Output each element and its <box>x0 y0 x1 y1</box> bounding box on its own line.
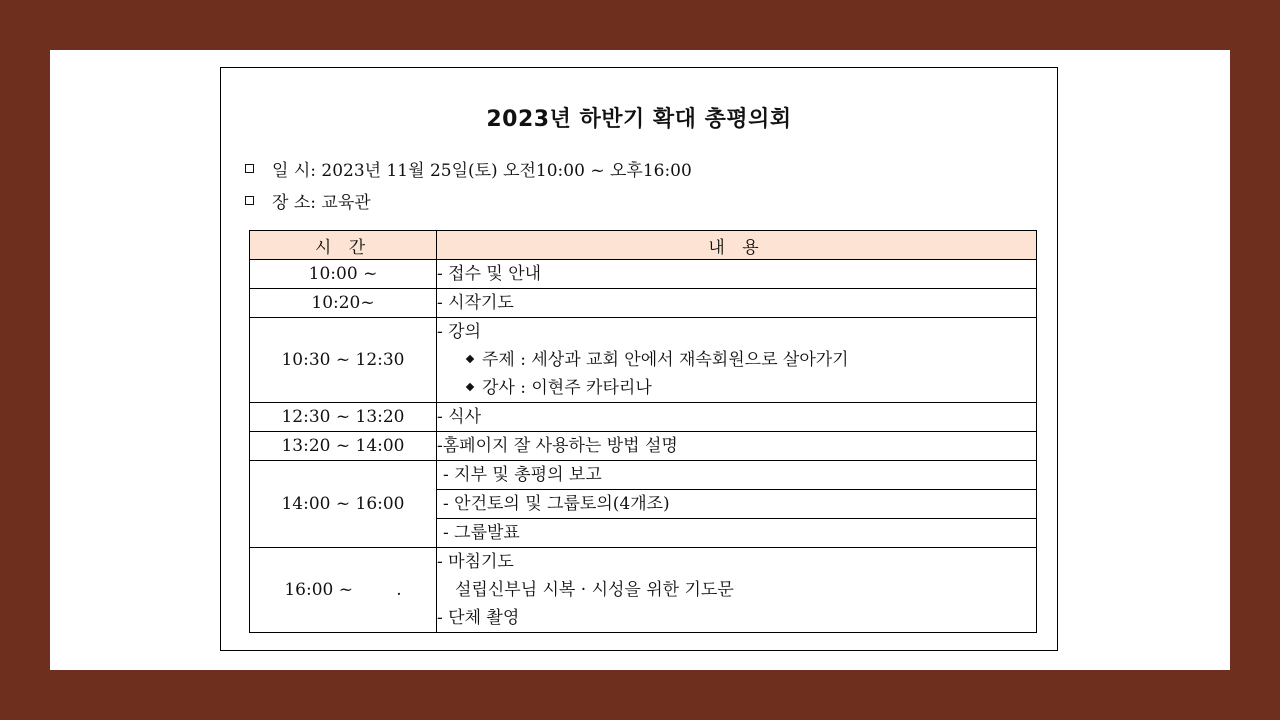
row-content <box>437 432 1037 461</box>
row-time: 10:20~ <box>250 289 437 318</box>
row-time: 12:30 ~ 13:20 <box>250 403 437 432</box>
content-line: 설립신부님 시복 · 시성을 위한 기도문 <box>455 580 734 600</box>
table-row <box>250 461 1037 548</box>
content-line: -홈페이지 잘 사용하는 방법 설명 <box>437 436 678 456</box>
sub-text: 주제 : 세상과 교회 안에서 재속회원으로 살아가기 <box>482 350 849 370</box>
content-line: - 식사 <box>437 407 481 427</box>
table-row <box>250 260 1037 289</box>
info-date-label: 일 시: <box>272 161 316 181</box>
content-line: - 안건토의 및 그룹토의(4개조) <box>437 489 1036 518</box>
diamond-icon <box>466 354 474 362</box>
table-row <box>250 432 1037 461</box>
content-line: - 그룹발표 <box>437 518 1036 547</box>
row-time: 16:00 ~ . <box>250 548 437 633</box>
row-time: 10:30 ~ 12:30 <box>250 318 437 403</box>
content-line: - 강의 <box>437 322 481 342</box>
content-line: - 시작기도 <box>437 293 514 313</box>
row-content <box>437 318 1037 403</box>
table-row <box>250 403 1037 432</box>
row-content <box>437 289 1037 318</box>
square-bullet-icon <box>245 164 254 173</box>
content-line: - 마침기도 <box>437 552 514 572</box>
table-header-row <box>250 231 1037 260</box>
content-line: - 지부 및 총평의 보고 <box>443 465 602 485</box>
info-date-value: 2023년 11월 25일(토) 오전10:00 ~ 오후16:00 <box>321 161 692 181</box>
info-place-label: 장 소: <box>272 193 316 213</box>
row-content <box>437 461 1037 548</box>
row-time: 14:00 ~ 16:00 <box>250 461 437 548</box>
table-row <box>250 548 1037 633</box>
info-place <box>245 188 371 213</box>
diamond-icon <box>466 382 474 390</box>
row-content <box>437 548 1037 633</box>
row-time: 13:20 ~ 14:00 <box>250 432 437 461</box>
row-time: 10:00 ~ <box>250 260 437 289</box>
document-page <box>220 67 1058 651</box>
header-time: 시 간 <box>250 231 437 260</box>
table-row <box>250 289 1037 318</box>
content-line: - 단체 촬영 <box>437 608 520 628</box>
schedule-table <box>249 230 1037 633</box>
square-bullet-icon <box>245 196 254 205</box>
content-subline <box>437 346 1036 374</box>
document-title: 2023년 하반기 확대 총평의회 <box>486 107 792 132</box>
sub-text: 강사 : 이현주 카타리나 <box>482 378 652 398</box>
info-date <box>245 156 692 181</box>
info-place-value: 교육관 <box>321 193 371 213</box>
slide-background <box>50 50 1230 670</box>
header-content: 내 용 <box>437 231 1037 260</box>
row-content <box>437 260 1037 289</box>
content-subline <box>437 374 1036 402</box>
row-content <box>437 403 1037 432</box>
content-line: - 접수 및 안내 <box>437 264 542 284</box>
table-row <box>250 318 1037 403</box>
